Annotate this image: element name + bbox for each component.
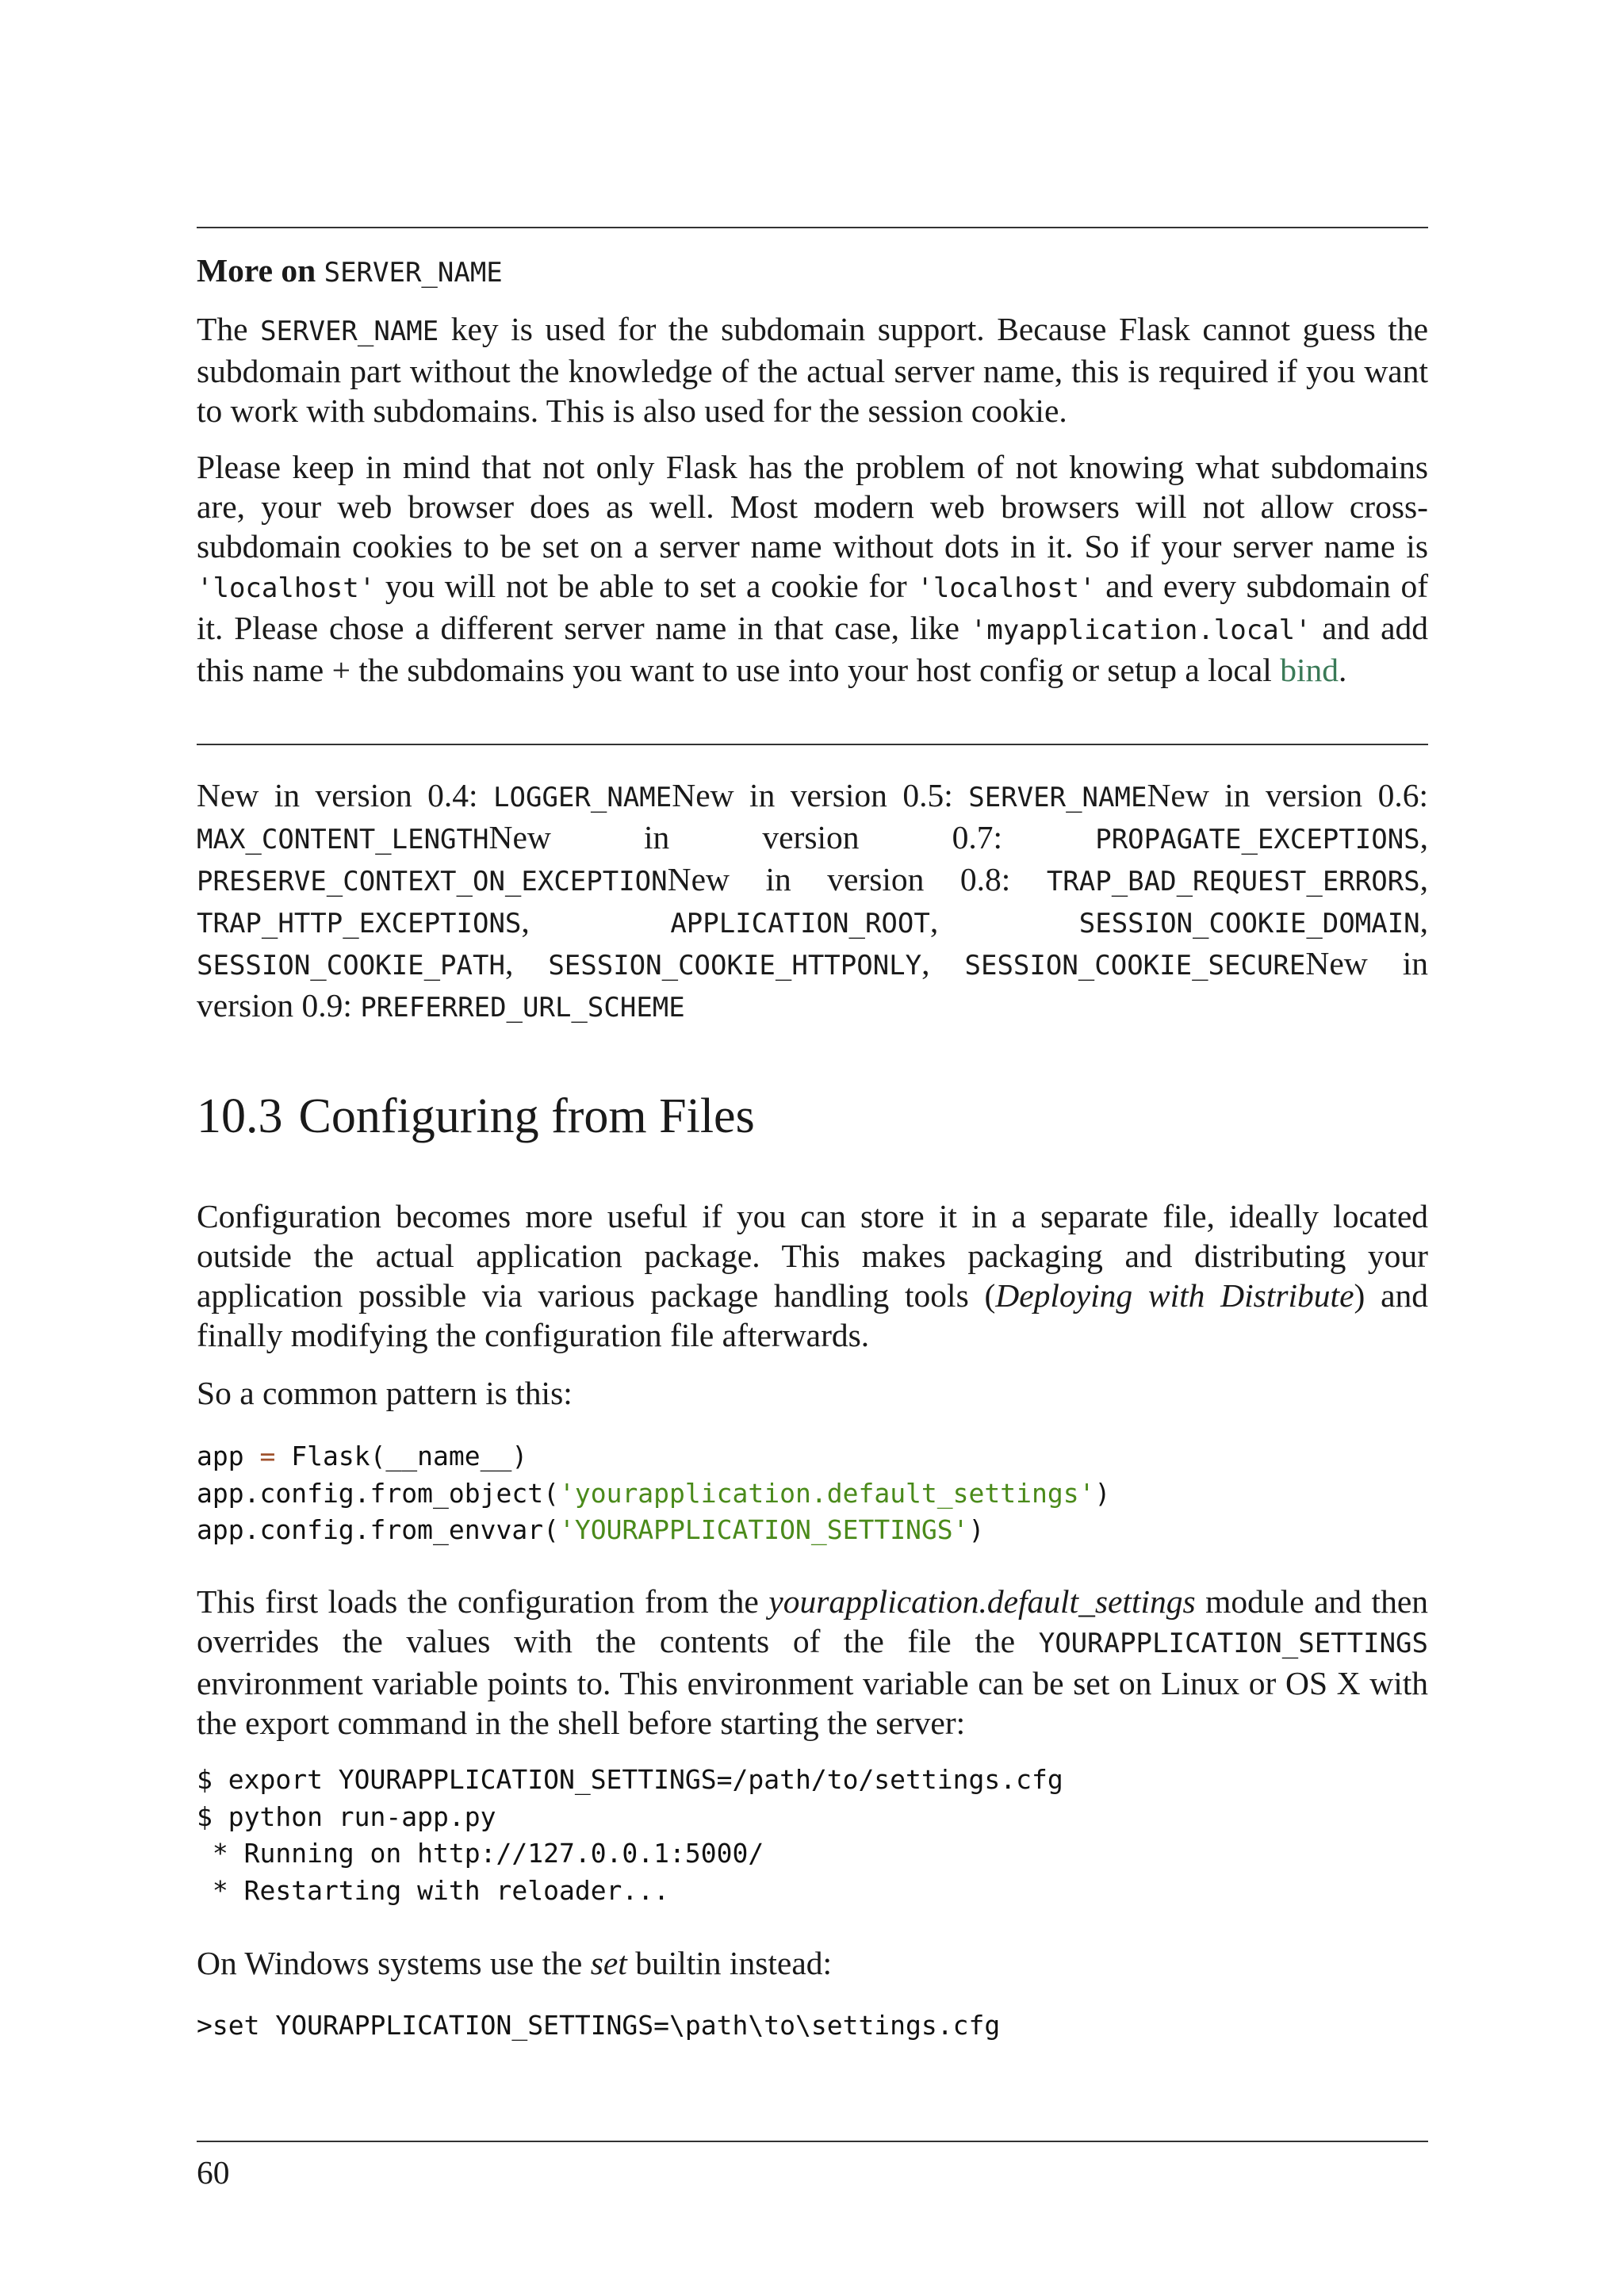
code-line: $ python run-app.py — [197, 1800, 496, 1832]
version-label: New in version 0.4: — [197, 777, 478, 813]
config-key: MAX_CONTENT_LENGTH — [197, 824, 489, 855]
separator: , — [521, 903, 530, 939]
config-key: LOGGER_NAME — [493, 782, 672, 813]
code-string: 'YOURAPPLICATION_SETTINGS' — [558, 1514, 969, 1545]
text-span: environment variable points to. This environment variable can be set on Linux or OS X with the export command in the shell before starting the server: — [197, 1665, 1428, 1741]
body-paragraph-2: So a common pattern is this: — [197, 1375, 573, 1411]
config-key: SESSION_COOKIE_SECURE — [964, 950, 1306, 982]
code-token: Flask(__name__) — [275, 1441, 528, 1471]
code-operator: = — [259, 1441, 276, 1471]
bind-link[interactable]: bind — [1280, 652, 1339, 688]
note-paragraph-1 — [197, 309, 1428, 430]
text-span: and add this name + the subdomains you want to use into your host config or setup a local — [197, 610, 1429, 688]
footer-rule — [197, 2141, 1428, 2142]
separator: , — [1419, 861, 1429, 897]
text-span: you will not be able to set a cookie for — [385, 568, 907, 604]
body-paragraph-1 — [197, 1196, 1428, 1355]
note-bottom-rule — [197, 744, 1428, 745]
note-title-prefix: More on — [197, 252, 316, 289]
code-token: app — [197, 1441, 260, 1471]
version-label: New in version 0.6: — [1147, 777, 1429, 813]
config-key: SESSION_COOKIE_DOMAIN — [1078, 908, 1420, 939]
inline-code: 'localhost' — [917, 572, 1096, 604]
section-title: Configuring from Files — [298, 1089, 755, 1143]
inline-code: YOURAPPLICATION_SETTINGS — [1038, 1628, 1428, 1659]
text-span: The — [197, 311, 248, 347]
builtin-name: set — [590, 1945, 627, 1981]
version-label: New in version 0.9: — [197, 945, 1429, 1024]
deploying-link-text: Deploying with Distribute — [995, 1277, 1354, 1314]
code-token: ) — [968, 1514, 985, 1545]
separator: , — [921, 945, 930, 982]
separator: , — [929, 903, 939, 939]
code-token: app.config.from_envvar( — [197, 1514, 559, 1545]
note-title-code: SERVER_NAME — [324, 257, 503, 289]
module-name: yourapplication.default_settings — [768, 1583, 1196, 1620]
code-line: >set YOURAPPLICATION_SETTINGS=\path\to\settings.cfg — [197, 2010, 1001, 2041]
text-span: . — [1338, 652, 1347, 688]
version-label: New in version 0.7: — [488, 819, 1003, 855]
config-key: PRESERVE_CONTEXT_ON_EXCEPTION — [197, 866, 668, 897]
text-span: and every subdomain of it. Please chose a different server name in that case, like — [197, 568, 1429, 646]
config-key: SESSION_COOKIE_PATH — [197, 950, 505, 982]
code-line: $ export YOURAPPLICATION_SETTINGS=/path/to/settings.cfg — [197, 1764, 1063, 1795]
inline-code: 'localhost' — [197, 572, 376, 604]
note-title — [197, 251, 1428, 293]
code-token: app.config.from_object( — [197, 1477, 559, 1509]
body-paragraph-3 — [197, 1582, 1428, 1743]
code-string: 'yourapplication.default_settings' — [558, 1477, 1095, 1509]
page-number: 60 — [197, 2154, 230, 2191]
text-span: builtin instead: — [635, 1945, 833, 1981]
separator: , — [1419, 903, 1429, 939]
code-line: * Restarting with reloader... — [197, 1874, 670, 1906]
body-paragraph-4 — [197, 1943, 1428, 1983]
text-span: module and then overrides the values with the contents of the file the — [197, 1583, 1428, 1659]
code-line — [197, 1441, 527, 1471]
separator: , — [1419, 819, 1429, 855]
text-span: Configuration becomes more useful if you can store it in a separate file, ideally located outside the actual application package. This makes packaging and distributing your application possible via various package handling tools ( — [197, 1198, 1428, 1314]
inline-code: 'myapplication.local' — [970, 614, 1312, 646]
note-top-rule — [197, 227, 1428, 228]
code-block-windows — [197, 2007, 1428, 2045]
code-line: * Running on http://127.0.0.1:5000/ — [197, 1838, 764, 1869]
config-key: PROPAGATE_EXCEPTIONS — [1095, 824, 1420, 855]
code-token: ) — [1094, 1477, 1111, 1509]
text-span: This first loads the configuration from the — [197, 1583, 759, 1620]
code-line — [197, 1478, 1110, 1509]
code-block-shell — [197, 1762, 1428, 1909]
separator: , — [504, 945, 514, 982]
version-label: New in version 0.5: — [672, 777, 953, 813]
text-span: On Windows systems use the — [197, 1945, 583, 1981]
version-notes — [197, 775, 1428, 1027]
document-page — [197, 0, 1428, 2296]
text-span: ) and finally modifying the configuration file afterwards. — [197, 1277, 1429, 1353]
inline-code: SERVER_NAME — [260, 316, 439, 347]
section-heading — [197, 1085, 755, 1148]
note-paragraph-2 — [197, 447, 1428, 690]
config-key: TRAP_HTTP_EXCEPTIONS — [197, 908, 522, 939]
code-line — [197, 1514, 984, 1545]
config-key: APPLICATION_ROOT — [670, 908, 930, 939]
text-span: key is used for the subdomain support. Because Flask cannot guess the subdomain part without the knowledge of the actual server name, this is required if you want to work with subdomains. This is also used for the session cookie. — [197, 311, 1429, 429]
text-span: Please keep in mind that not only Flask has the problem of not knowing what subdomains are, your web browser does as well. Most modern web browsers will not allow cross-subdomain cookies to be set on a server name without dots in it. So if your server name is — [197, 449, 1428, 564]
section-number: 10.3 — [197, 1089, 283, 1143]
code-block-python — [197, 1438, 1428, 1549]
config-key: TRAP_BAD_REQUEST_ERRORS — [1046, 866, 1420, 897]
config-key: SERVER_NAME — [968, 782, 1147, 813]
config-key: SESSION_COOKIE_HTTPONLY — [548, 950, 922, 982]
config-key: PREFERRED_URL_SCHEME — [360, 992, 685, 1024]
version-label: New in version 0.8: — [667, 861, 1011, 897]
